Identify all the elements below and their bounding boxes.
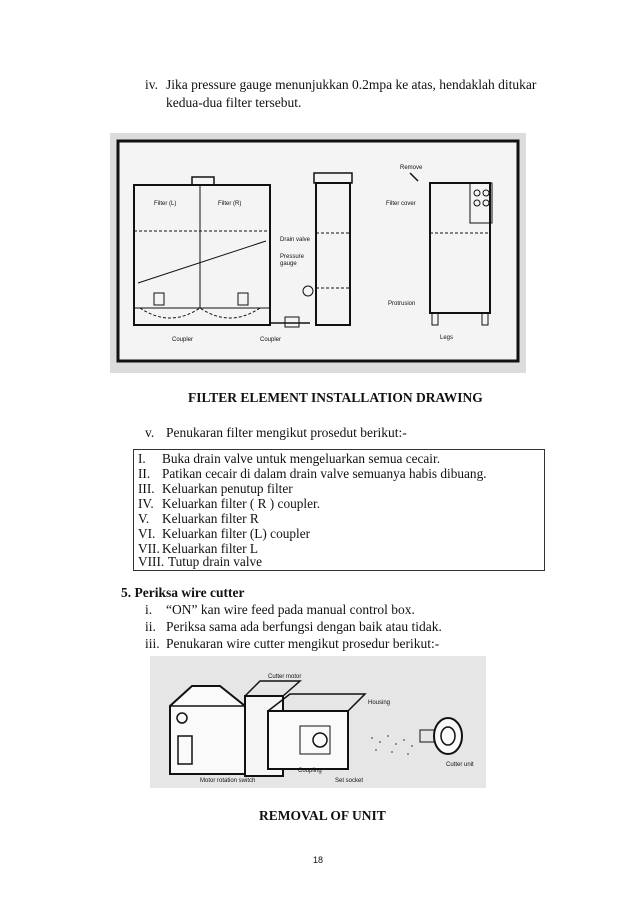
step-text: Keluarkan penutup filter: [162, 481, 293, 496]
label-housing: Housing: [368, 700, 391, 706]
label-legs: Legs: [440, 335, 454, 341]
section5-item-text: “ON” kan wire feed pada manual control box.: [166, 602, 415, 617]
step-num: VIII.: [138, 554, 165, 569]
label-pressure-gauge-1: Pressure: [280, 254, 305, 260]
label-drain-valve: Drain valve: [280, 237, 311, 243]
item-v-text: Penukaran filter mengikut prosedut berikut:-: [166, 425, 407, 440]
step-num: IV.: [138, 496, 154, 511]
label-coupler-left: Coupler: [172, 337, 194, 343]
label-cutter-motor: Cutter motor: [268, 674, 302, 680]
removal-of-unit-drawing: [150, 656, 486, 788]
label-set-socket: Set socket: [335, 778, 364, 784]
section5-item-text: Periksa sama ada berfungsi dengan baik atau tidak.: [166, 619, 442, 634]
step-row: [138, 526, 310, 542]
step-row: [138, 481, 293, 497]
step-row: [138, 451, 440, 467]
item-v-marker: v.: [145, 425, 155, 440]
label-coupling: Coupling: [298, 768, 322, 774]
step-row: [138, 511, 259, 527]
item-iv-line2: kedua-dua filter tersebut.: [166, 95, 302, 110]
label-remove: Remove: [400, 165, 423, 171]
step-text: Keluarkan filter L: [162, 541, 258, 556]
step-num: III.: [138, 481, 155, 496]
step-text: Patikan cecair di dalam drain valve semuanya habis dibuang.: [162, 466, 487, 481]
figure2-caption: REMOVAL OF UNIT: [259, 808, 386, 823]
section5-item-num: i.: [145, 602, 153, 617]
step-num: VI.: [138, 526, 156, 541]
step-text: Keluarkan filter ( R ) coupler.: [162, 496, 321, 511]
step-num: V.: [138, 511, 150, 526]
item-iv-line1: Jika pressure gauge menunjukkan 0.2mpa ke atas, hendaklah ditukar: [166, 77, 537, 92]
step-text: Buka drain valve untuk mengeluarkan semua cecair.: [162, 451, 441, 466]
label-coupler-right: Coupler: [260, 337, 282, 343]
section5-heading: 5. Periksa wire cutter: [121, 585, 245, 600]
step-text: Tutup drain valve: [168, 554, 263, 569]
page-number: 18: [313, 855, 324, 865]
step-row: [138, 496, 320, 512]
steps-table: [133, 449, 545, 571]
label-pressure-gauge-2: gauge: [280, 261, 297, 267]
item-iv-marker: iv.: [145, 77, 158, 92]
label-motor-rotation-switch: Motor rotation switch: [200, 778, 256, 784]
figure1-caption: FILTER ELEMENT INSTALLATION DRAWING: [188, 390, 483, 405]
label-filter-r: Filter (R): [218, 201, 242, 207]
step-text: Keluarkan filter R: [162, 511, 259, 526]
step-text: Keluarkan filter (L) coupler: [162, 526, 311, 541]
label-protrusion: Protrusion: [388, 301, 416, 307]
label-filter-l: Filter (L): [154, 201, 177, 207]
step-row: [138, 466, 487, 482]
filter-installation-drawing: [110, 133, 526, 373]
section5-item-num: ii.: [145, 619, 156, 634]
label-filter-cover: Filter cover: [386, 201, 416, 207]
step-num: VII.: [138, 541, 160, 556]
section5-item-text: Penukaran wire cutter mengikut prosedur berikut:-: [166, 636, 440, 651]
step-num: I.: [138, 451, 146, 466]
step-row: [138, 554, 262, 570]
section5-item-num: iii.: [145, 636, 160, 651]
step-num: II.: [138, 466, 151, 481]
label-cutter-unit: Cutter unit: [446, 762, 474, 768]
